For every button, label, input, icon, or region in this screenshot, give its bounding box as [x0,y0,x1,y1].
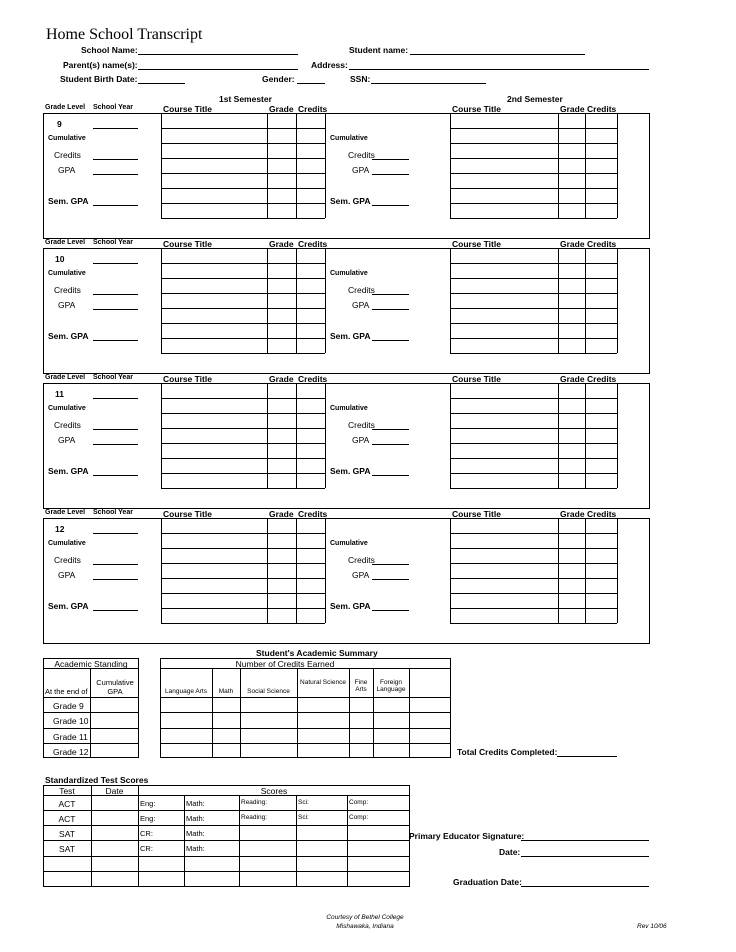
grade-header: Grade [269,374,294,384]
address-label: Address: [311,60,348,70]
course-entry-row[interactable] [451,414,616,427]
grade-header: Grade [560,509,585,519]
student-name-field[interactable] [410,45,585,55]
divider [91,785,92,887]
course-entry-row[interactable] [451,204,616,217]
divider [160,668,451,669]
summary-grade-label: Grade 9 [53,701,84,711]
gpa-label: GPA [58,300,76,310]
course-row-line [161,218,325,219]
subject-header: Social Science [247,688,290,695]
school-year-header: School Year [93,374,133,381]
course-col-line [325,518,326,623]
educator-signature-field[interactable] [521,831,649,841]
cumulative-gpa-field[interactable] [93,165,138,175]
cumulative-credits-field[interactable] [93,285,138,295]
date-column-header: Date [105,786,124,796]
grade-number: 11 [55,389,64,399]
score-label: Comp: [349,814,369,821]
course-entry-row[interactable] [162,399,324,412]
birth-date-label: Student Birth Date: [60,74,138,84]
course-row-line [450,218,617,219]
gender-field[interactable] [297,74,325,84]
divider [212,668,213,758]
location-text: Mishawaka, Indiana [336,923,394,930]
cumulative-gpa-cell[interactable] [92,713,137,726]
course-entry-row[interactable] [162,519,324,532]
sem-gpa-field[interactable] [372,196,409,206]
divider [296,795,297,887]
academic-standing-heading: Academic Standing [54,659,128,669]
course-col-line [325,248,326,353]
credits-label: Credits [54,555,81,565]
course-entry-row[interactable] [451,609,616,622]
course-entry-row[interactable] [162,144,324,157]
cumulative-label: Cumulative [48,135,86,142]
course-entry-row[interactable] [162,279,324,292]
summary-title: Student's Academic Summary [256,648,378,658]
school-year-field[interactable] [93,389,138,399]
summary-grade-label: Grade 11 [53,732,88,742]
sem-gpa-label: Sem. GPA [48,601,89,611]
test-name: SAT [59,829,75,839]
score-label: Reading: [241,814,268,821]
divider [43,840,410,841]
course-entry-row[interactable] [162,189,324,202]
ssn-label: SSN: [350,74,371,84]
course-entry-row[interactable] [451,189,616,202]
cumulative-label: Cumulative [330,540,368,547]
cumulative-gpa-field[interactable] [93,435,138,445]
course-title-header: Course Title [163,509,212,519]
course-entry-row[interactable] [162,474,324,487]
subject-header: Language Arts [165,688,207,695]
course-col-line [325,113,326,218]
test-name: ACT [58,814,76,824]
course-entry-row[interactable] [162,324,324,337]
gpa-label: GPA [58,570,76,580]
test-column-header: Test [59,786,75,796]
sem-gpa-label: Sem. GPA [330,331,371,341]
sem-gpa-label: Sem. GPA [330,196,371,206]
grade-level-header: Grade Level [45,374,86,381]
divider [160,728,451,729]
grade-number: 10 [55,254,65,264]
divider [347,795,348,887]
course-entry-row[interactable] [162,264,324,277]
course-entry-row[interactable] [451,114,616,127]
course-entry-row[interactable] [451,594,616,607]
date-label: Date: [499,847,521,857]
course-entry-row[interactable] [162,384,324,397]
subject-header: Math [218,688,234,695]
cumulative-gpa-field[interactable] [93,570,138,580]
credits-header: Credits [587,374,617,384]
score-label: Eng: [140,814,156,823]
course-entry-row[interactable] [162,249,324,262]
school-year-header: School Year [93,239,133,246]
test-name: SAT [59,844,75,854]
course-entry-row[interactable] [451,249,616,262]
subject-header: Foreign Language [376,679,406,693]
sem-gpa-field[interactable] [372,466,409,476]
address-field[interactable] [349,60,649,70]
divider [43,871,410,872]
divider [43,668,139,669]
cumulative-label: Cumulative [330,270,368,277]
divider [160,712,451,713]
cumulative-gpa-field[interactable] [372,300,409,310]
graduation-date-field[interactable] [521,877,649,887]
cumulative-gpa-field[interactable] [372,435,409,445]
course-entry-row[interactable] [451,579,616,592]
sem-gpa-field[interactable] [372,601,409,611]
credits-header: Credits [587,104,617,114]
credits-label: Credits [348,420,375,430]
parents-label: Parent(s) name(s): [63,60,138,70]
grade-number: 9 [57,119,62,129]
course-entry-row[interactable] [451,549,616,562]
gpa-label: GPA [58,165,76,175]
divider [240,668,241,758]
course-entry-row[interactable] [162,579,324,592]
scores-column-header: Scores [260,786,288,796]
course-entry-row[interactable] [162,549,324,562]
score-label: CR: [140,829,153,838]
course-row-line [161,488,325,489]
sem-gpa-field[interactable] [372,331,409,341]
credits-label: Credits [54,150,81,160]
parents-field[interactable] [138,60,298,70]
course-row-line [450,488,617,489]
course-entry-row[interactable] [451,129,616,142]
cumulative-gpa-cell[interactable] [92,744,137,757]
course-row-line [161,623,325,624]
sem-gpa-field[interactable] [93,196,138,206]
cumulative-credits-field[interactable] [93,555,138,565]
course-entry-row[interactable] [162,414,324,427]
course-entry-row[interactable] [451,399,616,412]
summary-grade-label: Grade 10 [53,716,89,726]
course-entry-row[interactable] [162,609,324,622]
course-col-line [617,518,618,623]
sem-gpa-label: Sem. GPA [48,331,89,341]
course-entry-row[interactable] [162,174,324,187]
course-title-header: Course Title [452,239,501,249]
cumulative-label: Cumulative [330,135,368,142]
cumulative-credits-field[interactable] [93,150,138,160]
grade-header: Grade [269,509,294,519]
course-entry-row[interactable] [451,294,616,307]
credits-header: Credits [298,509,328,519]
credits-header: Credits [298,239,328,249]
course-col-line [617,383,618,488]
course-col-line [617,113,618,218]
course-entry-row[interactable] [451,144,616,157]
credits-label: Credits [348,555,375,565]
cumulative-gpa-cell[interactable] [92,729,137,742]
course-entry-row[interactable] [451,444,616,457]
school-name-field[interactable] [138,45,298,55]
cumulative-label: Cumulative [48,270,86,277]
graduation-date-label: Graduation Date: [453,877,522,887]
gpa-label: GPA [352,435,370,445]
cumulative-credits-field[interactable] [372,150,409,160]
course-col-line [617,248,618,353]
course-entry-row[interactable] [451,279,616,292]
course-entry-row[interactable] [451,384,616,397]
score-label: Comp: [349,799,369,806]
birth-date-field[interactable] [138,74,185,84]
course-title-header: Course Title [452,104,501,114]
divider [138,785,139,887]
course-entry-row[interactable] [451,459,616,472]
divider [409,668,410,758]
score-label: Sci: [298,814,309,821]
course-entry-row[interactable] [451,324,616,337]
educator-signature-label: Primary Educator Signature: [409,831,525,841]
credits-label: Credits [348,150,375,160]
course-entry-row[interactable] [162,429,324,442]
cumulative-gpa-field[interactable] [372,570,409,580]
credits-header: Credits [587,509,617,519]
test-name: ACT [58,799,76,809]
gpa-label: GPA [352,570,370,580]
grade-level-header: Grade Level [45,104,86,111]
grade-header: Grade [560,104,585,114]
course-entry-row[interactable] [451,264,616,277]
course-entry-row[interactable] [162,294,324,307]
course-entry-row[interactable] [451,309,616,322]
grade-header: Grade [560,374,585,384]
school-year-field[interactable] [93,254,138,264]
course-title-header: Course Title [163,104,212,114]
course-title-header: Course Title [163,239,212,249]
course-entry-row[interactable] [451,429,616,442]
course-entry-row[interactable] [162,534,324,547]
credits-header: Credits [298,374,328,384]
course-entry-row[interactable] [451,519,616,532]
school-year-header: School Year [93,509,133,516]
credits-label: Credits [54,285,81,295]
total-credits-label: Total Credits Completed: [457,747,558,757]
date-field[interactable] [521,847,649,857]
cumulative-label: Cumulative [48,540,86,547]
grade-level-header: Grade Level [45,239,86,246]
revision-text: Rev 10/06 [637,923,667,930]
course-entry-row[interactable] [162,594,324,607]
cumulative-credits-field[interactable] [372,285,409,295]
sem-gpa-field[interactable] [93,601,138,611]
cumulative-credits-field[interactable] [372,555,409,565]
test-scores-title: Standardized Test Scores [45,775,149,785]
score-label: Reading: [241,799,268,806]
course-entry-row[interactable] [162,159,324,172]
cumulative-gpa-cell[interactable] [92,698,137,711]
divider [43,825,410,826]
school-name-label: School Name: [81,45,138,55]
sem-gpa-label: Sem. GPA [48,196,89,206]
cumulative-gpa-field[interactable] [372,165,409,175]
course-row-line [450,353,617,354]
course-entry-row[interactable] [162,459,324,472]
credits-label: Credits [54,420,81,430]
total-credits-field[interactable] [557,747,617,757]
credits-header: Credits [298,104,328,114]
school-year-header: School Year [93,104,133,111]
cumulative-gpa-field[interactable] [93,300,138,310]
divider [43,795,410,796]
course-col-line [325,383,326,488]
sem-gpa-field[interactable] [93,466,138,476]
course-title-header: Course Title [452,374,501,384]
second-semester-heading: 2nd Semester [507,94,563,104]
course-entry-row[interactable] [451,339,616,352]
school-year-field[interactable] [93,524,138,534]
course-entry-row[interactable] [451,534,616,547]
sem-gpa-label: Sem. GPA [48,466,89,476]
score-label: Math: [186,844,205,853]
cumulative-credits-field[interactable] [372,420,409,430]
subject-header: Natural Science [300,679,346,686]
student-name-label: Student name: [349,45,409,55]
course-title-header: Course Title [452,509,501,519]
course-entry-row[interactable] [451,159,616,172]
grade-header: Grade [269,104,294,114]
course-entry-row[interactable] [451,174,616,187]
sem-gpa-field[interactable] [93,331,138,341]
divider [160,743,451,744]
course-entry-row[interactable] [162,114,324,127]
credits-earned-heading: Number of Credits Earned [235,659,335,669]
credits-header: Credits [587,239,617,249]
courtesy-text: Courtesy of Bethel College [326,914,404,921]
gpa-label: GPA [352,300,370,310]
subject-header: Fine Arts [354,679,368,693]
divider [43,810,410,811]
cumulative-label: Cumulative [48,405,86,412]
course-entry-row[interactable] [162,309,324,322]
gpa-label: GPA [352,165,370,175]
grade-level-header: Grade Level [45,509,86,516]
course-title-header: Course Title [163,374,212,384]
school-year-field[interactable] [93,119,138,129]
cumulative-label: Cumulative [330,405,368,412]
grade-header: Grade [269,239,294,249]
credits-label: Credits [348,285,375,295]
score-label: Sci: [298,799,309,806]
course-entry-row[interactable] [451,564,616,577]
sem-gpa-label: Sem. GPA [330,466,371,476]
score-label: Eng: [140,799,156,808]
divider [160,697,451,698]
cumulative-gpa-label: Cumulative GPA [96,678,134,696]
sem-gpa-label: Sem. GPA [330,601,371,611]
course-entry-row[interactable] [162,204,324,217]
grade-number: 12 [55,524,65,534]
gender-label: Gender: [262,74,295,84]
course-entry-row[interactable] [451,474,616,487]
course-row-line [161,353,325,354]
page-title: Home School Transcript [46,26,203,43]
gpa-label: GPA [58,435,76,445]
cumulative-credits-field[interactable] [93,420,138,430]
score-label: Math: [186,814,205,823]
course-entry-row[interactable] [162,129,324,142]
score-label: Math: [186,799,205,808]
divider [239,795,240,887]
score-label: Math: [186,829,205,838]
course-entry-row[interactable] [162,339,324,352]
summary-grade-label: Grade 12 [53,747,89,757]
divider [184,795,185,887]
grade-header: Grade [560,239,585,249]
course-row-line [450,623,617,624]
ssn-field[interactable] [371,74,486,84]
score-label: CR: [140,844,153,853]
course-entry-row[interactable] [162,444,324,457]
at-end-of-label: At the end of [45,687,88,696]
first-semester-heading: 1st Semester [219,94,272,104]
divider [43,856,410,857]
course-entry-row[interactable] [162,564,324,577]
